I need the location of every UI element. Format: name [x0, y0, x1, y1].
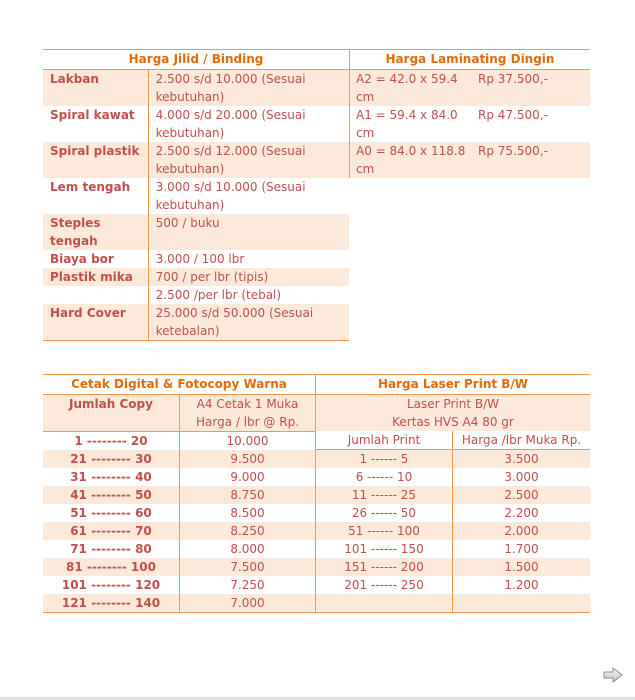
print-range: 201 ------ 250 — [316, 576, 453, 594]
print-price — [453, 594, 590, 612]
copy-range: 81 -------- 100 — [43, 558, 180, 576]
binding-price: 2.500 s/d 12.000 (Sesuai kebutuhan) — [155, 144, 306, 176]
table-row — [316, 468, 590, 486]
table-header-row — [316, 431, 590, 449]
table-row — [316, 558, 590, 576]
print-range: 101 ------ 150 — [316, 540, 453, 558]
table-row — [43, 70, 349, 106]
laser-print-table-title: Harga Laser Print B/W — [316, 374, 590, 395]
table-row — [43, 486, 315, 504]
binding-price: 3.000 s/d 10.000 (Sesuai kebutuhan) — [155, 180, 306, 212]
table-row — [350, 106, 590, 142]
laser-print-price-table — [315, 374, 590, 613]
copy-range: 41 -------- 50 — [43, 486, 180, 504]
copy-price: 9.000 — [230, 470, 265, 484]
laser-paper-spec: Kertas HVS A4 80 gr — [316, 413, 590, 431]
laminating-price: Rp 47.500,- — [478, 108, 548, 122]
copy-range: 51 -------- 60 — [43, 504, 180, 522]
laminating-price: Rp 75.500,- — [478, 144, 548, 158]
copy-range: 121 -------- 140 — [43, 594, 180, 612]
table-row — [43, 142, 349, 178]
copy-price: 8.500 — [230, 506, 265, 520]
binding-label: Hard Cover — [43, 304, 149, 340]
table-header-row — [43, 395, 315, 431]
table-row — [43, 576, 315, 594]
binding-price: 500 / buku — [155, 216, 220, 230]
table-row — [43, 178, 349, 214]
binding-label — [43, 286, 149, 304]
table-row — [350, 70, 590, 106]
binding-label: Steples tengah — [43, 214, 149, 250]
print-price: 2.000 — [504, 524, 539, 538]
column-header-harga: Harga /lbr Muka Rp. — [461, 433, 582, 447]
print-range: 6 ------ 10 — [316, 468, 453, 486]
table-row — [316, 504, 590, 522]
binding-price: 2.500 /per lbr (tebal) — [155, 288, 282, 302]
table-row — [316, 594, 590, 613]
binding-label: Spiral plastik — [43, 142, 149, 178]
binding-label: Plastik mika — [43, 268, 149, 286]
copy-price: 8.750 — [230, 488, 265, 502]
print-range: 151 ------ 200 — [316, 558, 453, 576]
copy-price: 8.250 — [230, 524, 265, 538]
binding-price: 4.000 s/d 20.000 (Sesuai kebutuhan) — [155, 108, 306, 140]
laminating-price-table — [349, 49, 590, 178]
print-price: 2.200 — [504, 506, 539, 520]
print-range — [316, 594, 453, 612]
table-row — [316, 486, 590, 504]
digital-print-price-table — [43, 374, 315, 613]
table-row — [316, 540, 590, 558]
copy-range: 1 -------- 20 — [43, 432, 180, 450]
table-row — [350, 142, 590, 178]
laminating-size: A0 = 84.0 x 118.8 cm — [356, 144, 466, 176]
binding-label: Biaya bor — [43, 250, 149, 268]
copy-price: 7.000 — [230, 596, 265, 610]
copy-price: 9.500 — [230, 452, 265, 466]
binding-price-table — [43, 49, 349, 341]
binding-price: 700 / per lbr (tipis) — [155, 270, 269, 284]
copy-price: 8.000 — [230, 542, 265, 556]
copy-price: 7.500 — [230, 560, 265, 574]
laminating-table-title: Harga Laminating Dingin — [350, 49, 590, 70]
copy-range: 61 -------- 70 — [43, 522, 180, 540]
table-row — [43, 468, 315, 486]
arrow-right-icon[interactable] — [603, 667, 623, 683]
table-row — [43, 431, 315, 450]
print-range: 26 ------ 50 — [316, 504, 453, 522]
laser-subtitle: Laser Print B/W — [316, 395, 590, 413]
copy-range: 71 -------- 80 — [43, 540, 180, 558]
print-range: 51 ------ 100 — [316, 522, 453, 540]
table-row — [43, 540, 315, 558]
table-row — [43, 450, 315, 468]
column-header-harga: A4 Cetak 1 Muka Harga / lbr @ Rp. — [195, 397, 300, 429]
print-range: 1 ------ 5 — [316, 450, 453, 468]
binding-price: 2.500 s/d 10.000 (Sesuai kebutuhan) — [155, 72, 306, 104]
copy-price: 10.000 — [226, 434, 269, 448]
column-header-jumlah-print: Jumlah Print — [316, 431, 453, 449]
table-row — [43, 594, 315, 613]
table-row — [43, 106, 349, 142]
binding-table-title: Harga Jilid / Binding — [43, 49, 349, 70]
table-row — [43, 286, 349, 304]
binding-price: 3.000 / 100 lbr — [155, 252, 245, 266]
laminating-size: A1 = 59.4 x 84.0 cm — [356, 108, 458, 140]
print-price: 1.200 — [504, 578, 539, 592]
laminating-price: Rp 37.500,- — [478, 72, 548, 86]
binding-label: Spiral kawat — [43, 106, 149, 142]
binding-price: 25.000 s/d 50.000 (Sesuai ketebalan) — [155, 306, 314, 338]
table-row — [43, 214, 349, 250]
binding-label: Lem tengah — [43, 178, 149, 214]
table-row — [43, 504, 315, 522]
laminating-size: A2 = 42.0 x 59.4 cm — [356, 72, 458, 104]
binding-label: Lakban — [43, 70, 149, 106]
table-row — [43, 522, 315, 540]
print-price: 1.700 — [504, 542, 539, 556]
digital-print-table-title: Cetak Digital & Fotocopy Warna — [43, 374, 315, 395]
table-row — [43, 250, 349, 268]
copy-price: 7.250 — [230, 578, 265, 592]
print-price: 3.000 — [504, 470, 539, 484]
table-row — [316, 522, 590, 540]
copy-range: 21 -------- 30 — [43, 450, 180, 468]
print-price: 1.500 — [504, 560, 539, 574]
print-price: 3.500 — [504, 452, 539, 466]
table-row — [43, 304, 349, 341]
table-row — [43, 268, 349, 286]
copy-range: 101 -------- 120 — [43, 576, 180, 594]
table-row — [43, 558, 315, 576]
print-range: 11 ------ 25 — [316, 486, 453, 504]
print-price: 2.500 — [504, 488, 539, 502]
table-row — [316, 449, 590, 468]
table-row — [316, 576, 590, 594]
copy-range: 31 -------- 40 — [43, 468, 180, 486]
column-header-jumlah-copy: Jumlah Copy — [43, 395, 180, 431]
